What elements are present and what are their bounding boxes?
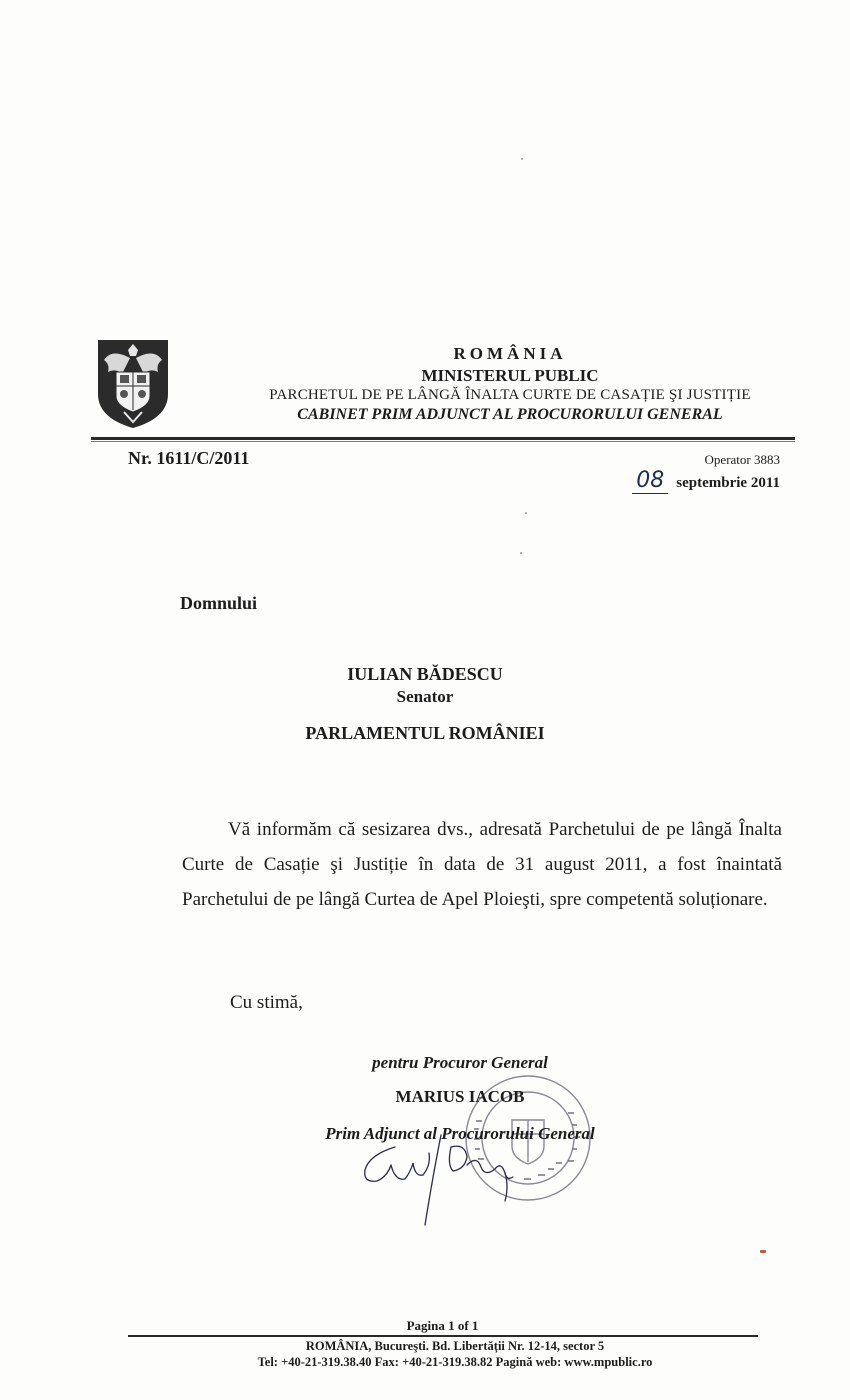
registration-number: Nr. 1611/C/2011 — [128, 448, 250, 468]
signatory-title: Prim Adjunct al Procurorului General — [325, 1124, 595, 1143]
closing: Cu stimă, — [230, 992, 303, 1013]
letter-paragraph: Vă informăm că sesizarea dvs., adresată Parchetului de pe lângă Înalta Curte de Casație şi Justiție în data de 31 august 2011, a fost înaintată Parchetului de pe lângă Curtea de Apel Ploieşti, spre competentă soluționare. — [182, 819, 782, 910]
footer-address: ROMÂNIA, Bucureşti. Bd. Libertății Nr. 12-14, sector 5 — [305, 1339, 605, 1353]
signature-on-behalf: pentru Procuror General — [372, 1053, 548, 1072]
document-date — [632, 468, 780, 493]
page-number: Pagina 1 of 1 — [406, 1318, 479, 1333]
header-divider-thin — [91, 441, 795, 442]
romania-coat-of-arms-icon — [92, 334, 174, 430]
footer-divider — [128, 1335, 758, 1337]
header-office: PARCHETUL DE PE LÂNGĂ ÎNALTA CURTE DE CASAȚIE ŞI JUSTIȚIE — [269, 387, 751, 403]
signatory-name: MARIUS IACOB — [395, 1087, 525, 1106]
recipient-role: Senator — [396, 687, 454, 706]
scan-speck — [525, 512, 527, 514]
date-month-year: septembrie 2011 — [676, 475, 780, 491]
recipient-name: IULIAN BĂDESCU — [347, 664, 503, 684]
letter-body — [182, 812, 782, 917]
header-country: ROMÂNIA — [453, 344, 567, 363]
recipient-institution: PARLAMENTUL ROMÂNIEI — [305, 723, 545, 743]
scan-speck — [520, 552, 522, 554]
scan-speck — [521, 158, 523, 160]
scan-speck — [760, 1250, 766, 1253]
handwritten-signature-icon — [355, 1125, 555, 1230]
header-ministry: MINISTERUL PUBLIC — [421, 366, 599, 385]
operator-number: Operator 3883 — [704, 452, 780, 467]
header-cabinet: CABINET PRIM ADJUNCT AL PROCURORULUI GENERAL — [297, 406, 723, 423]
footer-contact: Tel: +40-21-319.38.40 Fax: +40-21-319.38.82 Pagină web: www.mpublic.ro — [257, 1355, 653, 1369]
handwritten-day: 08 — [632, 468, 668, 494]
header-divider — [91, 437, 795, 440]
salutation: Domnului — [180, 593, 258, 613]
